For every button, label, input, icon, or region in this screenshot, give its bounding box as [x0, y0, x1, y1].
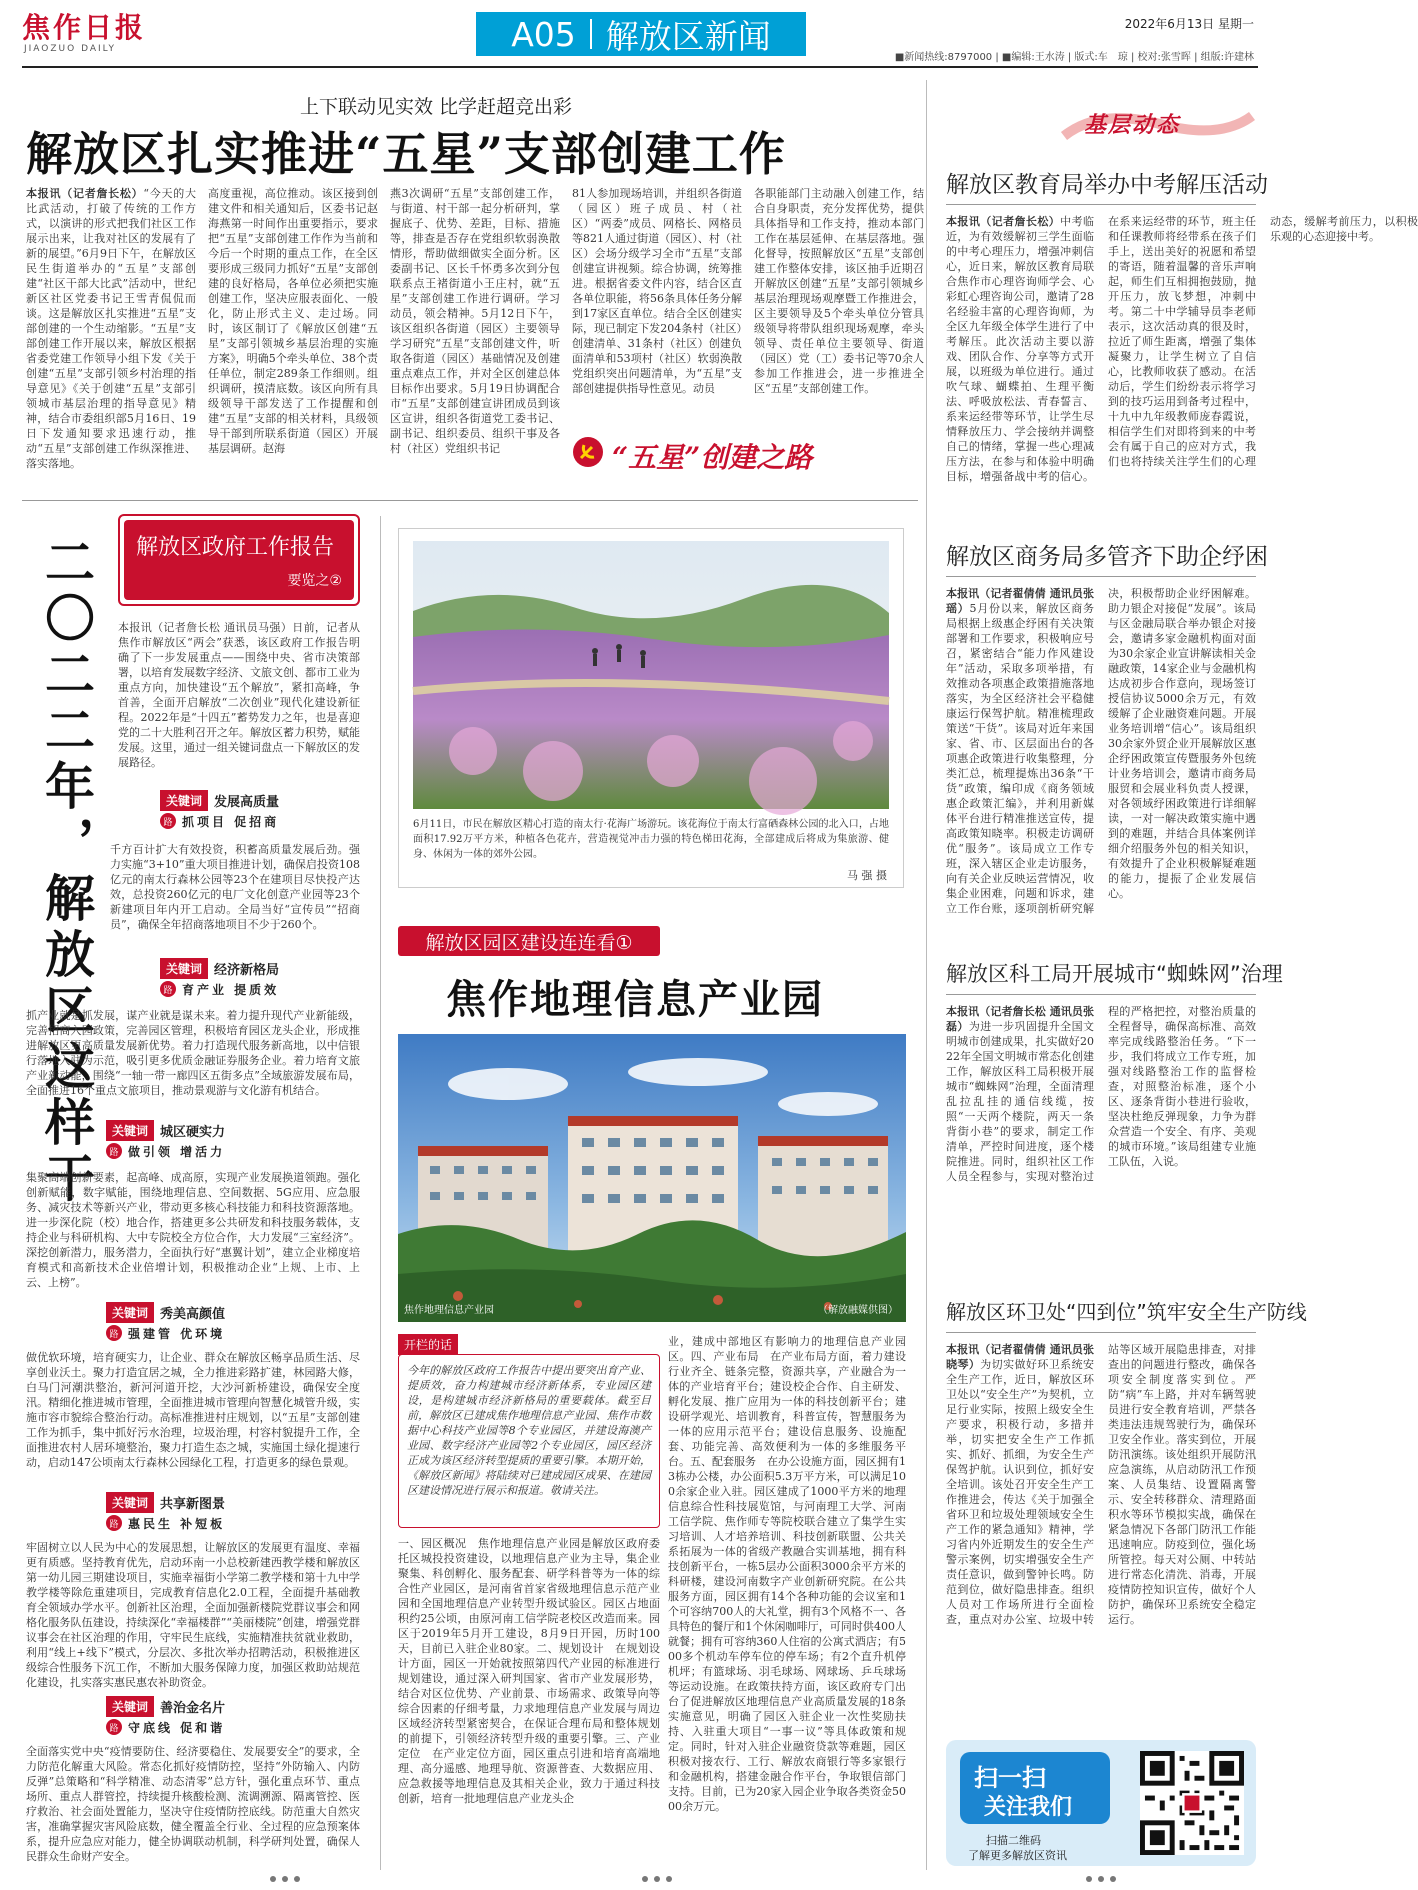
- report-badge: [118, 514, 360, 606]
- local-news-title: 基层动态: [1084, 112, 1181, 138]
- newspaper-logo-en: JIAOZUO DAILY: [24, 44, 116, 54]
- scan-badge: [960, 1752, 1110, 1824]
- masthead: [0, 0, 1280, 70]
- article-body-1: 本报讯（记者詹长松）中考临近，为有效缓解初三学生面临的中考心理压力，增强冲刺信心，近日来，解放区教育局联合焦作市心理咨询师学会、心彩虹心理咨询公司，邀请了28名经验丰富的心理咨询师，为全区九年级全体学生进行了中考解压。此次活动主要以游戏、团队合作、分享等方式开展，以班级为单位进行。通过吹气球、蝴蝶拍、生理平衡法、呼吸放松法、青春誓言、系来运经带等环节，让学生尽情释放压力、学会接纳并调整自己的情绪，掌握一些心理减压方法，在参与和体验中明确目标，增强备战中考的信心。在系来运经带的环节，班主任和任课教师将经带系在孩子们手上，送出美好的祝愿和希望的寄语，随着温馨的音乐声响起，师生们互相拥抱鼓励，抛开压力，放飞梦想，冲刺中考。第二十中学辅导员李老师表示，这次活动真的很及时，拉近了师生距离，增强了集体凝聚力，让学生树立了自信心，比教师收获了感动。在活动后，学生们纷纷表示将学习到的技巧运用到备考过程中，十九中九年级教师庞春霞说，相信学生们对即将到来的中考会有属于自己的应对方式，我们也将持续关注学生们的心理动态，缓解考前压力，以积极乐观的心态迎接中考。: [946, 215, 1418, 483]
- report-item-1: [160, 790, 360, 830]
- section-banner: [476, 12, 806, 56]
- editor-note-box: [398, 1354, 660, 1528]
- article-rule-4: [946, 1332, 1256, 1333]
- motto-text: 守底线 促和谐: [128, 1720, 226, 1735]
- keyword-text: 善治金名片: [160, 1700, 226, 1716]
- five-star-banner-title: “五星”创建之路: [612, 441, 813, 474]
- keyword-label: 关键词: [106, 1120, 154, 1141]
- keyword-label: 关键词: [160, 790, 208, 811]
- keyword-text: 发展高质量: [214, 794, 280, 810]
- park-headline: 焦作地理信息产业园: [446, 976, 824, 1023]
- scan-label: 扫一扫: [974, 1764, 1046, 1792]
- flower-photo-frame: [398, 528, 904, 888]
- qr-panel: [946, 1740, 1256, 1866]
- report-intro: 本报讯（记者詹长松 通讯员马强）日前，记者从焦作市解放区“两会”获悉，该区政府工作报告明确了下一步发展重点——围绕中央、省市决策部署，以培育发展数字经济、文旅文创、都市工业为重点方向，加快建设“五个解放”，紧扣高峰，争首善，全面开启解放“二次创业”现代化建设新征程。2022年是“十四五”蓄势发力之年，也是喜迎党的二十大胜利召开之年。解放区蓄力积势，赋能发展。这里，通过一组关键词盘点一下解放区的发展路径。: [118, 621, 360, 769]
- article-rule-3: [946, 994, 1256, 995]
- lead-col-2: 高度重视，高位推动。该区接到创建文件和相关通知后，区委书记赵海燕第一时间作出重要指示，要求把“五星”支部创建工作作为当前和今后一个时期的重点工作，在全区要形成三级同力抓好“五星”支部创建的良好格局，各单位必须把实施创建工作，坚决应服表面化、一般化，防止形式主义、走过场。同时，该区制订了《解放区创建“五星”支部引领城乡基层治理的实施方案》，明确5个牵头单位、38个责任单位，制定289条工作细则。组织调研，摸清底数。该区向所有具级领导干部发送了工作提醒和创建“五星”支部的相关材料，具级领导干部到所联系街道（园区）开展基层调研。赵海: [208, 187, 378, 455]
- report-item-2-text: 抓产业就是抓发展，谋产业就是谋未来。着力提升现代产业新能级，完善招商入园政策，完善园区管理，积极培育园区龙头企业，形成推进解放区更高质量发展新优势。着力打造现代服务新高地，以中信银行落地入驻为示范，吸引更多优质金融证券服务企业。着力培育文旅产业新动能，围绕“一轴一带一廊四区五街多点”全域旅游发展布局，全面推进16个重点文旅项目，推动景观游与文化游有机结合。: [26, 1009, 360, 1097]
- editor-note-text: 今年的解放区政府工作报告中提出要突出育产业、提质效，奋力构建城市经济新体系，专业园区建设，是构建城市经济新格局的重要载体。截至目前，解放区已建成焦作地理信息产业园、焦作市数据中心科技产业园等8个专业园区，并建设海澳产业园、数字经济产业园等2个专业园区，园区经济正成为该区经济转型提质的重要引擎。本期开始，《解放区新闻》将陆续对已建成园区成果、在建园区建设情况进行展示和报道。敬请关注。: [407, 1364, 651, 1497]
- article-title-3: 解放区科工局开展城市“蜘蛛网”治理: [946, 962, 1283, 986]
- motto-text: 育产业 提质效: [182, 982, 280, 997]
- article-rule-2: [946, 576, 1256, 577]
- report-item-4: [106, 1302, 360, 1342]
- article-body-4: 本报讯（记者翟倩倩 通讯员张晓琴）为切实做好环卫系统安全生产工作，近日，解放区环卫处以“安全生产”为契机，立足行业实际，按照上级安全生产要求，积极行动，多措并举，切实把安全生产工作抓实、抓好、抓细，为安全生产保驾护航。认识到位，抓好安全培训。该处召开安全生产工作推进会，传达《关于加强全省环卫和垃圾处理领域安全生产工作的紧急通知》精神，学习省内外近期发生的安全生产警示案例，切实增强安全生产责任意识，做到警钟长鸣。防范到位，做好隐患排查。组织人员对工作场所进行全面检查，重点对办公室、垃圾中转站等区域开展隐患排查，对排查出的问题进行整改，确保各项安全制度落实到位。严防“病”车上路，并对车辆驾驶员进行安全教育培训，严禁各类违法违规驾驶行为，确保环卫安全作业。落实到位，开展防汛演练。该处组织开展防汛应急演练，从启动防汛工作预案、人员集结、设置隔离警示、安全转移群众、清理路面积水等环节模拟实战，确保在紧急情况下各部门防汛工作能迅速响应。防疫到位，强化场所管控。每天对公厕、中转站进行常态化清洗、消毒，开展疫情防控知识宣传，做好个人防护，确保环卫系统安全稳定运行。: [946, 1343, 1256, 1626]
- lead-kicker: 上下联动见实效 比学赶超竞出彩: [300, 96, 573, 118]
- report-item-5: [106, 1492, 360, 1532]
- credits-line: ■新闻热线:8797000 | ■编辑:王水涛 | 版式:车 琼 | 校对:张雪晖 | 组版:许建林: [894, 52, 1254, 63]
- follow-label: 关注我们: [984, 1795, 1073, 1820]
- report-item-2: [160, 958, 360, 998]
- path-icon: 路: [106, 1515, 122, 1531]
- path-icon: 路: [106, 1325, 122, 1341]
- party-emblem-icon: [572, 436, 604, 468]
- keyword-text: 城区硬实力: [160, 1124, 226, 1140]
- report-badge-sub: 要览之②: [287, 573, 342, 589]
- industrial-park-photo: [398, 1034, 906, 1322]
- column-divider-2: [380, 516, 381, 1870]
- motto-text: 强建管 优环境: [128, 1326, 226, 1341]
- path-icon: 路: [106, 1143, 122, 1159]
- page-dots-right: [1086, 1876, 1116, 1882]
- keyword-label: 关键词: [106, 1492, 154, 1513]
- keyword-text: 秀美高颜值: [160, 1306, 226, 1322]
- report-item-3-text: 集聚高端创新要素，起高峰、成高原，实现产业发展换道领跑。强化创新赋能，数字赋能，围绕地理信息、空间数据、5G应用、应急服务、减灾技术等新兴产业，带动更多核心科技能力和科技资源落地。进一步深化院（校）地合作，搭建更多公共研发和科技服务载体，支持企业与科研机构、大中专院校全方位合作，大力发展“三室经济”。深挖创新潜力，服务潜力，全面执行好“惠翼计划”，建立企业梯度培育模式和高新技术企业倍增计划，积极推动企业“上规、上市、上云、上榜”。: [26, 1171, 360, 1289]
- article-body-2: 本报讯（记者翟倩倩 通讯员张瑶）5月份以来，解放区商务局根据上级惠企纾困有关决策部署和工作要求，积极响应号召，紧密结合“能力作风建设年”活动，采取多项举措，有效推动各项惠企政策措施落地落实，为全区经济社会平稳健康运行保驾护航。精准梳理政策送“干货”。该局对近年来国家、省、市、区层面出台的各项惠企政策进行收集整理，分类汇总，梳理提炼出36条“干货”政策，编印成《商务领域惠企政策汇编》，并利用新媒体平台进行精准推送宣传，提高政策知晓率。积极走访调研优“服务”。该局成立工作专班，深入辖区企业走访服务，向有关企业反映运营情况，收集企业困难，问题和诉求，建立工作台账，逐项剖析研究解决，积极帮助企业纾困解难。助力银企对接促“发展”。该局与区金融局联合举办银企对接会，邀请多家金融机构面对面为30余家企业宣讲解读相关金融政策，14家企业与金融机构达成初步合作意向，现场签订授信协议5000余万元，有效缓解了企业融资难问题。开展业务培训增“信心”。该局组织30余家外贸企业开展解放区惠企纾困政策宣传暨服务外包统计业务培训会，邀请市商务局服贸和会展业科负责人授课，对各领域纾困政策进行详细解读，一对一解决政策实施中遇到的难题，并结合具体案例详细介绍服务外包的相关知识，有效提升了企业积极解疑难题的能力，提振了企业发展信心。: [946, 587, 1256, 915]
- flower-photo-credit: 马 强 摄: [847, 869, 887, 882]
- qr-code[interactable]: [1140, 1751, 1244, 1855]
- park-series-title: 解放区园区建设连连看①: [425, 931, 633, 954]
- lead-col-5: 各职能部门主动融入创建工作，结合自身职责，充分发挥优势，提供具体指导和工作支持，推动本部门工作在基层延伸、在基层落地。强化督导，按照解放区“五星”支部创建工作整体安排，该区抽手近期召开解放区创建“五星”支部引领城乡基层治理现场观摩暨工作推进会，区主要领导及5个牵头单位分管具级领导将带队组织现场观摩，牵头领导、责任单位主要领导、街道（园区）党（工）委书记等70余人参加工作推进会，进一步推进全区“五星”支部创建工作。: [754, 187, 924, 395]
- qr-line-2: 了解更多解放区资讯: [968, 1849, 1067, 1862]
- park-body-2: 业，建成中部地区有影响力的地理信息产业园区。四、产业布局 在产业布局方面，着力建设行业齐全、链条完整，资源共享，产业融合为一体的产业培育平台；建设校企合作、自主研发、孵化发展、推广应用为一体的科技创新平台；建设研学观光、培训教育，科普宣传，智慧服务为一体的应用示范平台；建设信息服务、设施配套、功能完善、高效便利为一体的多维服务平台。五、配套服务 在办公设施方面，园区拥有13栋办公楼，办公面积5.3万平方米，可以满足100余家企业入驻。园区建成了1000平方米的地理信息综合性科技展览馆，与河南理工大学、河南工信学院、焦作师专等院校联合建立了集学生实习培训、人才培养培训、科技创新联盟、公共关系拓展为一体的省级产教融合实训基地，拥有科技创新平台，一栋5层办公面积3000余平方米的科研楼，建设河南数字产业创新研究院。在公共服务方面，园区拥有14个各种功能的会议室和1个可容纳700人的大礼堂，拥有3个风格不一、各具特色的餐厅和1个休闲咖啡厅，可同时供400人就餐；拥有可容纳360人住宿的公寓式酒店；有500多个机动车停车位的停车场；有2个直升机停机坪；有篮球场、羽毛球场、网球场、乒乓球场等运动设施。在政策扶持方面，该区政府专门出台了促进解放区地理信息产业高质量发展的18条实施意见，明确了园区入驻企业一次性奖励扶持、入驻重大项目“一事一议”等具体政策和规定。同时，针对入驻企业融资贷款等难题，园区积极对接农行、工行、解放农商银行等多家银行和金融机构，搭建金融合作平台，争取银信部门支持。目前，已为20家入园企业争取各类资金5000余万元。: [668, 1335, 906, 1813]
- section-title: 解放区新闻: [605, 16, 771, 56]
- keyword-text: 经济新格局: [214, 962, 280, 978]
- five-star-banner: [572, 430, 912, 480]
- keyword-label: 关键词: [160, 958, 208, 979]
- keyword-label: 关键词: [106, 1302, 154, 1323]
- page-number: A05: [511, 14, 576, 54]
- report-item-3: [106, 1120, 360, 1160]
- report-item-5-text: 牢固树立以人民为中心的发展思想，让解放区的发展更有温度、幸福更有质感。坚持教育优先，启动环南一小总校新建西教学楼和解放区第一幼儿园三期建设项目，实施幸福街小学第二教学楼和第十九中学教学楼等除危重建项目，完成教育信息化2.0工程，全面提升基础教育全领域办学水平。创新社区治理，全面加强新楼院党群议事会和网格化服务队伍建设，持续深化“幸福楼群”“美丽楼院”创建，增强党群议事会在社区治理的作用，守牢民生底线，实施精准扶贫就业救助，利用“线上+线下”模式，分层次、多批次举办招聘活动，积极推进区级综合性服务下沉工作，不断加大服务保障力度，加强区救助站规范化建设，扎实落实惠民惠农补助资金。: [26, 1541, 360, 1689]
- keyword-label: 关键词: [106, 1696, 154, 1717]
- park-photo: [398, 1034, 906, 1322]
- motto-text: 惠民生 补短板: [128, 1516, 226, 1531]
- park-photo-label: 焦作地理信息产业园: [404, 1305, 494, 1316]
- lead-col-1: 本报讯（记者詹长松）“今天的大比武活动，打破了传统的工作方式，以演讲的形式把我们社区工作展示出来，让我对社区的发展有了新的展望。”6月9日下午，在解放区民生街道举办的“五星”支部创建“社区干部大比武”活动中，世纪新区社区党委书记王雪青侃侃而谈。这是解放区扎实推进“五星”支部创建的一个生动缩影。“五星”支部创建工作开展以来，解放区根据省委党建工作领导小组下发《关于创建“五星”支部引领乡村治理的指导意见》《关于创建“五星”支部引领城市基层治理的指导意见》精神，结合市委组织部5月16日、19日下发通知要求迅速行动，推动“五星”支部创建工作纵深推进、落实落地。: [26, 187, 197, 470]
- lead-col-4: 81人参加现场培训，并组织各街道（园区）班子成员、村（社区）“两委”成员、网格长、网格员等821人通过街道（园区）、村（社区）会场分级学习全市“五星”支部创建宣讲视频。综合协调，统筹推进。根据省委文件内容，结合区直各单位职能，将56条具体任务分解到17家区直单位。结合全区创建实际，现已制定下发204条村（社区）创建清单、31条村（社区）创建负面清单和53项村（社区）软弱涣散党组织突出问题清单，为“五星”支部创建提供指导性意见。动员: [572, 187, 742, 395]
- park-photo-credit: （解放融媒供图）: [818, 1305, 898, 1316]
- vertical-headline: 二〇二二年，解放区这样干: [37, 536, 96, 1208]
- page-dots-mid: [642, 1876, 672, 1882]
- page-dots-left: [270, 1876, 300, 1882]
- date-text: 2022年6月13日 星期一: [1124, 17, 1254, 31]
- park-body-1: 一、园区概况 焦作地理信息产业园是解放区政府委托区城投投资建设，以地理信息产业为主导，集企业聚集、科创孵化、服务配套、研学科普等为一体的综合性产业园区，是河南省首家省级地理信息示范产业园和全国地理信息产业转型升级试验区。园区占地面积约25公顷，由原河南工信学院老校区改造而来。园区于2019年5月开工建设，8月9日开园，历时100天，目前已入驻企业80家。二、规划设计 在规划设计方面，园区一开始就按照第四代产业园的标准进行规划建设，通过深入研判国家、省市产业发展形势，结合对区位优势、产业前景、市场需求、政策导向等综合因素的仔细考量，力求地理信息产业发展与周边区域经济转型紧密契合，在保证合理布局和整体规划的前提下，引领经济转型升级的重要引擎。三、产业定位 在产业定位方面，园区重点引进和培育高端地理、高分遥感、地理导航、资源普查、大数据应用、应急救援等地理信息及其相关企业，致力于通过科技创新，培育一批地理信息产业龙头企: [398, 1537, 660, 1805]
- report-item-1-text: 千方百计扩大有效投资，积蓄高质量发展后劲。强力实施“3+10”重大项目推进计划，确保启投资108亿元的南太行森林公园等23个在建项目尽快投产达效，总投资260亿元的电厂文化创意产业园等23个新建项目年内开工启动。全局当好“宣传员”“招商员”，确保全年招商落地项目不少于260个。: [110, 843, 360, 931]
- editor-note-tag: 开栏的话: [398, 1334, 458, 1355]
- report-item-6-text: 全面落实党中央“疫情要防住、经济要稳住、发展要安全”的要求，全力防范化解重大风险。常态化抓好疫情防控，坚持“外防输入、内防反弹”总策略和“科学精准、动态清零”总方针，强化重点环节、重点场所、重点人群管控，持续提升核酸检测、流调溯源、隔离管控、医疗救治、社会面处置能力，坚决守住疫情防控底线。防范重大自然灾害，准确掌握灾害风险底数，健全覆盖全行业、全过程的应急预案体系，提升应急应对能力，健全协调联动机制，科学研判处置，确保人民群众生命财产安全。: [26, 1745, 360, 1863]
- masthead-rule: [22, 66, 1258, 68]
- path-icon: 路: [106, 1719, 122, 1735]
- flower-photo-caption: 6月11日，市民在解放区精心打造的南太行·花海广场游玩。该花海位于南太行富硒森林公园的北入口，占地面积17.92万平方米，种植各色花卉，营造视觉冲击力强的特色梯田花海，全部建成后将成为集旅游、健身、休闲为一体的郊外公园。: [413, 819, 889, 860]
- lead-bottom-rule: [22, 500, 918, 501]
- park-series-badge: [398, 926, 660, 956]
- motto-text: 抓项目 促招商: [182, 814, 280, 829]
- lead-headline: 解放区扎实推进“五星”支部创建工作: [26, 127, 786, 181]
- flower-field-photo: [413, 541, 889, 809]
- local-news-label: [1060, 106, 1256, 140]
- keyword-text: 共享新图景: [160, 1496, 226, 1512]
- article-rule-1: [946, 204, 1256, 205]
- newspaper-logo: 焦作日报: [22, 11, 147, 44]
- path-icon: 路: [160, 813, 176, 829]
- lead-col-3: 燕3次调研“五星”支部创建工作，与街道、村干部一起分析研判，掌握底子、优势、差距，目标、措施等，排查是否存在党组织软弱涣散情形，帮助做细做实全面分析。区委副书记、区长千怀勇多次到分包联系点王褚街道小王庄村，就“五星”支部创建工作进行调研。学习动员，领会精神。5月12日下午，该区组织各街道（园区）主要领导学习研究“五星”支部创建文件，听取各街道（园区）基础情况及创建重点难点工作，并对全区创建总体目标作出要求。5月19日协调配合市“五星”支部创建宣讲团成员到该区宣讲，组织各街道党工委书记、副书记、组织委员、组织干事及各村（社区）党组织书记: [390, 187, 560, 455]
- article-title-1: 解放区教育局举办中考解压活动: [946, 172, 1268, 198]
- path-icon: 路: [160, 981, 176, 997]
- column-divider-1: [926, 80, 927, 1870]
- article-body-3: 本报讯（记者詹长松 通讯员张磊）为进一步巩固提升全国文明城市创建成果，扎实做好2022年全国文明城市常态化创建工作，解放区科工局积极开展城市“蜘蛛网”治理，全面清理乱拉乱挂的通信线缆，按照“一天两个楼院，两天一条背街小巷”的要求，制定工作清单，严控时间进度，逐个楼院推进。同时，组织社区工作人员全程参与，实现对整治过程的严格把控，对整治质量的全程督导，确保高标准、高效率完成线路整治任务。“下一步，我们将成立工作专班，加强对线路整治工作的监督检查，对照整治标准，逐个小区、逐条背街小巷进行验收，坚决杜绝反弹现象，力争为群众营造一个安全、有序、美观的城市环境。”该局组建专业施工队伍，入说。: [946, 1005, 1256, 1183]
- report-item-4-text: 做优软环境，培育硬实力，让企业、群众在解放区畅享品质生活、尽享创业沃土。聚力打造宜居之城，全力推进彩路扩建，林园路大修，白马门河潮洪整治，新河河道开挖，大沙河新桥建设，确保安全度汛。精细化推进城市管理，全面推进城市管理向智慧化城管升级，实施市容市貌综合整治行动。高标准推进村庄规划，以“五星”支部创建工作为抓手，集中抓好污水治理，垃圾治理，村容村貌提升工作，全面推进农村人居环境整治，聚力打造生态之城，实施国土绿化提速行动，启动147公顷南太行森林公园绿化工程，打造更多的绿色景观。: [26, 1351, 360, 1469]
- article-title-2: 解放区商务局多管齐下助企纾困: [946, 544, 1268, 570]
- article-title-4: 解放区环卫处“四到位”筑牢安全生产防线: [946, 1300, 1307, 1324]
- qr-line-1: 扫描二维码: [986, 1834, 1041, 1847]
- motto-text: 做引领 增活力: [128, 1144, 226, 1159]
- report-badge-title: 解放区政府工作报告: [136, 535, 335, 560]
- report-item-6: [106, 1696, 360, 1736]
